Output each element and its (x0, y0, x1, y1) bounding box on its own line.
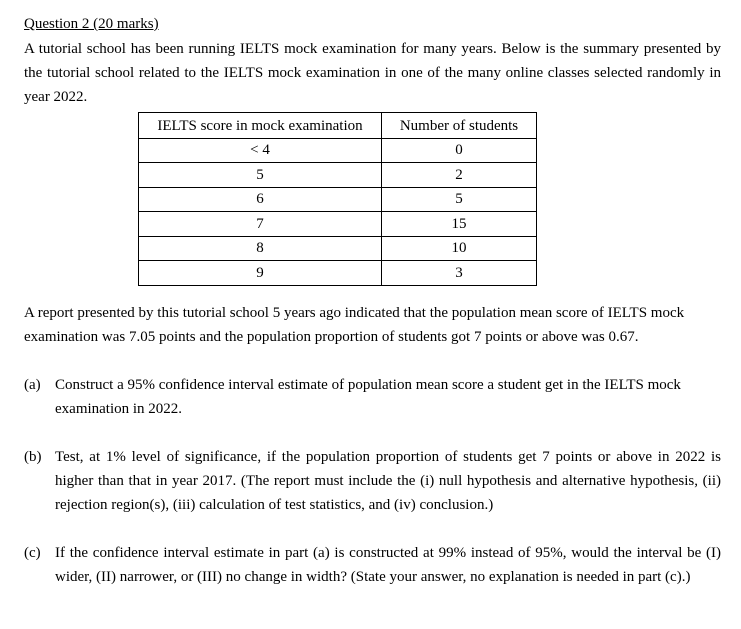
part-text: If the confidence interval estimate in part (a) is constructed at 99% instead of 95%, would the interval be (I) wider, (II) narrower, or (III) no change in width? (State your answer, no explanation is needed in part (c).) (55, 545, 721, 585)
score-cell: 7 (139, 212, 382, 237)
count-cell: 15 (382, 212, 537, 237)
score-cell: 6 (139, 187, 382, 212)
table-row (139, 163, 537, 188)
table-row (139, 261, 537, 286)
table-header-row (139, 113, 537, 139)
score-cell: 8 (139, 236, 382, 261)
column-header-students: Number of students (382, 113, 537, 139)
part-label: (a) (24, 377, 41, 393)
count-cell: 0 (382, 138, 537, 163)
part-label: (b) (24, 449, 42, 465)
part-text: Construct a 95% confidence interval estimate of population mean score a student get in the IELTS mock examination in 2022. (55, 377, 681, 417)
count-cell: 2 (382, 163, 537, 188)
score-cell: 5 (139, 163, 382, 188)
count-cell: 5 (382, 187, 537, 212)
intro-paragraph: A tutorial school has been running IELTS mock examination for many years. Below is the summary presented by the tutorial school related to the IELTS mock examination in one of the many online classes selected randomly in year 2022. (24, 41, 721, 105)
score-summary-table (138, 112, 537, 286)
report-paragraph: A report presented by this tutorial school 5 years ago indicated that the population mean score of IELTS mock examination was 7.05 points and the population proportion of students got 7 points or above was 0.67. (24, 305, 685, 345)
table-row (139, 187, 537, 212)
part-text: Test, at 1% level of significance, if the population proportion of students get 7 points or above in 2022 is higher than that in year 2017. (The report must include the (i) null hypothesis and alternative hypothesis, (ii) rejection region(s), (iii) calculation of test statistics, and (iv) conclusion.) (55, 449, 721, 513)
table-row (139, 212, 537, 237)
score-cell: < 4 (139, 138, 382, 163)
table-row (139, 236, 537, 261)
part-label: (c) (24, 545, 41, 561)
count-cell: 3 (382, 261, 537, 286)
column-header-score: IELTS score in mock examination (139, 113, 382, 139)
score-cell: 9 (139, 261, 382, 286)
table-row (139, 138, 537, 163)
count-cell: 10 (382, 236, 537, 261)
question-heading: Question 2 (20 marks) (24, 16, 159, 32)
